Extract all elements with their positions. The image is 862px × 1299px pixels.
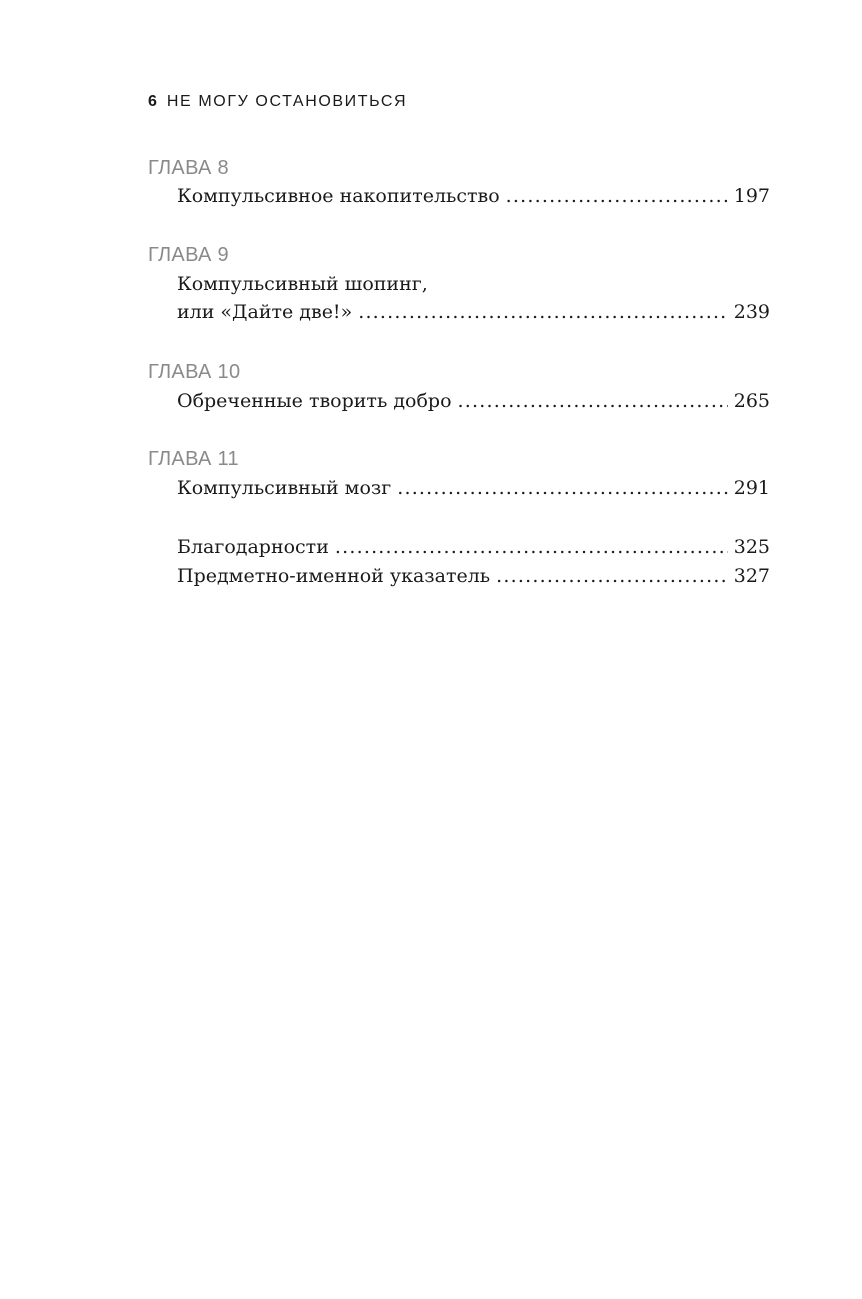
toc-entry-acknowledgements <box>177 536 770 558</box>
toc-entry-title: или «Дайте две!» <box>177 301 353 323</box>
toc-entry-page: 197 <box>733 185 770 207</box>
toc-entry-index <box>177 565 770 587</box>
dot-leader <box>496 565 728 587</box>
running-head <box>148 93 407 111</box>
dot-leader <box>335 536 728 558</box>
toc-entry-title: Обреченные творить добро <box>177 390 452 412</box>
dot-leader <box>397 477 728 499</box>
book-title: НЕ МОГУ ОСТАНОВИТЬСЯ <box>166 93 408 110</box>
toc-entry-chapter-8 <box>177 185 770 207</box>
toc-entry-page: 291 <box>733 477 770 499</box>
toc-entry-page: 327 <box>733 565 770 587</box>
toc-entry-title: Компульсивное накопительство <box>177 185 500 207</box>
toc-entry-page: 239 <box>733 301 770 323</box>
dot-leader <box>458 390 728 412</box>
page-number: 6 <box>148 93 157 110</box>
dot-leader <box>358 301 728 323</box>
toc-entry-chapter-9 <box>177 301 770 323</box>
dot-leader <box>506 185 728 207</box>
toc-entry-chapter-11 <box>177 477 770 499</box>
toc-entry-title: Благодарности <box>177 536 329 558</box>
chapter-11-label: ГЛАВА 11 <box>148 448 239 470</box>
toc-entry-title: Предметно-именной указатель <box>177 565 491 587</box>
toc-entry-chapter-10 <box>177 390 770 412</box>
chapter-8-label: ГЛАВА 8 <box>148 157 229 179</box>
chapter-9-label: ГЛАВА 9 <box>148 244 229 266</box>
toc-entry-title-line1: Компульсивный шопинг, <box>177 273 428 295</box>
toc-entry-page: 325 <box>733 536 770 558</box>
chapter-10-label: ГЛАВА 10 <box>148 361 241 383</box>
toc-entry-page: 265 <box>733 390 770 412</box>
toc-entry-title: Компульсивный мозг <box>177 477 392 499</box>
